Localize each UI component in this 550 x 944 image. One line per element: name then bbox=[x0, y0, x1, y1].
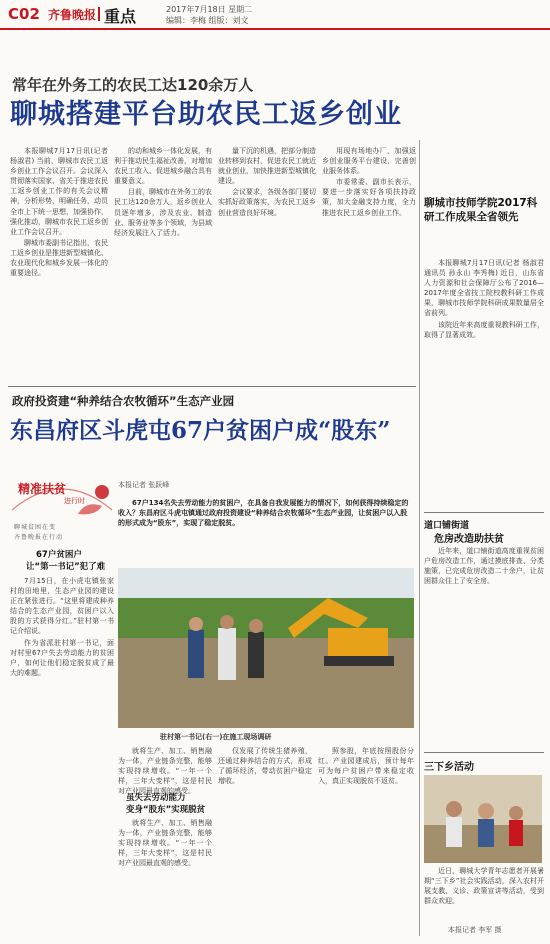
paragraph: 目前，聊城市在外务工的农民工达120余万人，返乡创业人员逐年增多，涉及农业、制造业、服务业等多个领域，为县域经济发展注入了活力。 bbox=[114, 188, 212, 237]
header-divider bbox=[98, 7, 100, 21]
paragraph: 就将生产、加工、销售融为一体，产业链条完整，能够实现持续增收。“一年一个样，三年大变样”，这是村民对产业园最直观的感受。 bbox=[118, 747, 212, 796]
page-number: C02 bbox=[8, 5, 40, 23]
editor-credits: 编辑：李梅 组版：刘文 bbox=[166, 16, 249, 25]
badge-title: 精准扶贫 bbox=[18, 482, 67, 496]
story1-column-1 bbox=[10, 146, 108, 380]
story-divider bbox=[8, 386, 416, 387]
issue-date: 2017年7月18日 星期二 bbox=[166, 5, 253, 14]
paragraph: 7月15日，在小虎屯镇张家村的田地里，生态产业园的建设正在紧张进行。“这里将建成种养结合的生态产业园，贫困户以入股的方式获得分红。”驻村第一书记介绍说。 bbox=[10, 577, 114, 636]
column-rule bbox=[419, 140, 420, 936]
paragraph: 聊城市委副书记指出，农民工返乡创业是推进新型城镇化、农业现代化和城乡发展一体化的重要途径。 bbox=[10, 238, 108, 278]
paragraph: 就将生产、加工、销售融为一体，产业链条完整，能够实现持续增收。“一年一个样，三年大变样”，这是村民对产业园最直观的感受。 bbox=[118, 819, 212, 868]
paragraph: 本报聊城7月17日讯(记者 杨淑君 通讯员 孙永山 李秀梅) 近日，山东省人力资源和社会保障厅公布了2016—2017年度全省技工院校教科研工作成果，聊城市技师学院科研成果数量居全省前列。 bbox=[424, 259, 544, 318]
badge-slogan-2: 齐鲁晚报在行动 bbox=[14, 534, 64, 541]
sidebar3-byline: 本报记者 李军 摄 bbox=[448, 926, 502, 934]
paragraph: 照参股，年底按照股份分红。产业园建成后，预计每年可为每户贫困户带来稳定收入，真正实现脱贫不返贫。 bbox=[318, 747, 414, 786]
paragraph: 的动和城乡一体化发展，有利于推动民生福祉改善，对增加农民工收入、促进城乡融合具有重要意义。 bbox=[114, 147, 212, 186]
volunteers-photo bbox=[424, 775, 542, 863]
page-header bbox=[0, 0, 550, 30]
paragraph: 近日，聊城大学青年志愿者开展暑期“三下乡”社会实践活动，深入农村开展支教、义诊、政策宣讲等活动，受到群众欢迎。 bbox=[424, 867, 544, 906]
paragraph: 作为省派驻村第一书记，面对村里67户失去劳动能力的贫困户，如何让他们稳定脱贫成了最大的难题。 bbox=[10, 638, 114, 677]
excavator-field-photo bbox=[118, 568, 414, 728]
sidebar1-headline[interactable]: 聊城市技师学院2017科研工作成果全省领先 bbox=[424, 197, 538, 223]
story1-headline[interactable]: 聊城搭建平台助农民工返乡创业 bbox=[10, 99, 402, 130]
story2-column-mid-3 bbox=[318, 746, 414, 936]
paragraph: 该院近年来高度重视教科研工作，取得了显著成效。 bbox=[424, 320, 544, 339]
paragraph: 用现有场地办厂，加强返乡创业服务平台建设，完善创业服务体系。 bbox=[322, 147, 416, 176]
story2-subhead-left-b: 让“第一书记”犯了难 bbox=[26, 562, 106, 572]
paragraph: 近年来，道口铺街道高度重视贫困户危房改造工作，通过摸底排查、分类施策，已完成危房改造二十余户，让贫困群众住上了安全房。 bbox=[424, 547, 544, 586]
story2-byline: 本报记者 张跃峰 bbox=[118, 481, 170, 489]
story1-column-4 bbox=[322, 146, 416, 380]
sidebar2-head: 道口铺街道 bbox=[424, 521, 470, 531]
badge-slogan-1: 聊城贫困在变 bbox=[14, 524, 57, 531]
story2-column-mid-1 bbox=[118, 746, 212, 796]
sidebar2-body bbox=[424, 546, 544, 750]
photo-caption: 驻村第一书记(右一)在施工现场调研 bbox=[160, 733, 272, 741]
story2-column-mid-2 bbox=[218, 746, 312, 936]
sidebar3-head[interactable]: 三下乡活动 bbox=[424, 762, 474, 773]
paragraph: 本报聊城7月17日讯(记者 杨淑君) 当前，聊城市农民工返乡创业工作会议召开。会议深入贯彻落实国家、省关于推进农民工返乡创业工作的有关会议精神，分析形势，明确任务，动员全市上下统一思想，加强协作，强化推动，聊城市农民工返乡创业工作会议召开。 bbox=[10, 147, 108, 236]
newspaper-logo: 齐鲁晚报 bbox=[48, 8, 97, 22]
story1-column-2 bbox=[114, 146, 212, 380]
sidebar1-body bbox=[424, 258, 544, 502]
paragraph: 市委常委、副市长表示，要进一步落实好各项扶持政策，加大金融支持力度，全力推进农民工返乡创业工作。 bbox=[322, 178, 416, 217]
story2-subhead-mid-a: 虽失去劳动能力 bbox=[126, 793, 186, 803]
sidebar-divider bbox=[424, 512, 544, 513]
story2-kicker: 政府投资建“种养结合农牧循环”生态产业园 bbox=[12, 394, 235, 408]
story2-subhead-left-a: 67户贫困户 bbox=[36, 550, 82, 560]
badge-subtitle: 进行时 bbox=[64, 497, 85, 505]
story2-subhead-mid-b: 变身“股东”实现脱贫 bbox=[126, 805, 206, 815]
story2-column-mid-1b bbox=[118, 818, 212, 936]
sidebar-divider bbox=[424, 752, 544, 753]
story2-lead: 67户134名失去劳动能力的贫困户，在具备自我发展能力的情况下，如何获得持续稳定的收入？东昌府区斗虎屯镇通过政府投资建设“种养结合农牧循环”生态产业园，让贫困户以入股的形式成为“股东”，实现了稳定脱贫。 bbox=[118, 499, 409, 527]
paragraph: 量下沉的机遇，把部分制造业转移到农村，促进农民工就近就业创业，加快推进新型城镇化建设。 bbox=[218, 147, 316, 186]
poverty-alleviation-badge bbox=[8, 474, 116, 546]
story1-kicker: 常年在外务工的农民工达120余万人 bbox=[12, 76, 254, 94]
sidebar2-subhead[interactable]: 危房改造助扶贫 bbox=[434, 534, 504, 545]
photo-image bbox=[118, 568, 414, 728]
sidebar3-body bbox=[424, 866, 544, 924]
section-title: 重点 bbox=[104, 7, 137, 26]
paragraph: 会议要求，各级各部门要切实抓好政策落实，为农民工返乡创业营造良好环境。 bbox=[218, 188, 316, 217]
story1-column-3 bbox=[218, 146, 316, 380]
story2-column-left bbox=[10, 576, 114, 936]
story2-headline[interactable]: 东昌府区斗虎屯67户贫困户成“股东” bbox=[10, 417, 391, 444]
photo-image bbox=[424, 775, 542, 863]
paragraph: 仅发展了传统生猪养殖，还通过种养结合的方式，形成了循环经济，带动贫困户稳定增收。 bbox=[218, 747, 312, 786]
